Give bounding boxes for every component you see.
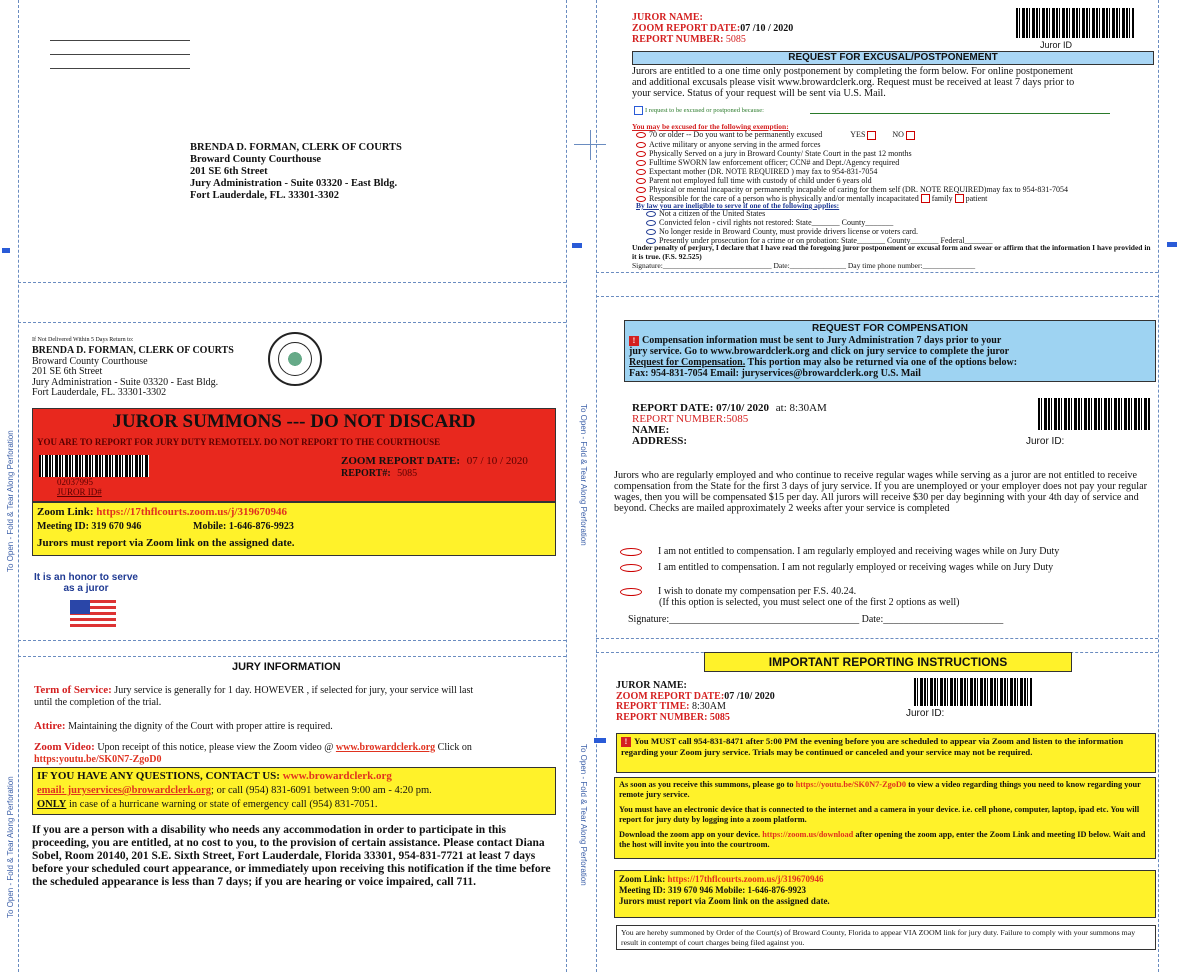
zoom-video-text: Upon receipt of this notice, please view the Zoom video @ <box>94 742 336 753</box>
request-checkbox[interactable] <box>634 106 643 115</box>
option-oval[interactable] <box>636 187 646 193</box>
honor-line1: It is an honor to serve <box>34 572 138 583</box>
return-line5: Fort Lauderdale, FL. 33301-3302 <box>32 387 167 398</box>
warning-icon: ! <box>621 737 631 747</box>
exemption-1: 70 or older -- Do you want to be permanently excused <box>649 130 823 139</box>
zoom-link-row <box>37 506 287 518</box>
option-oval[interactable] <box>636 169 646 175</box>
option-oval[interactable] <box>620 548 642 556</box>
ada-notice: If you are a person with a disability who needs any accommodation in order to participate in this proceeding, you are entitled, at no cost to you, to the provision of certain assistance. Please contact Diana Sobel, Room 20140, 201 S.E. Sixth Street, Fort Lauderdale, Florida 33301, 954-831-7721 at least 7 days before your scheduled court appearance, or immediately upon receiving this notification if the time before the scheduled appearance is less than 7 days; if you are hearing or voice impaired, call 711. <box>32 824 551 888</box>
exemption-7: Physical or mental incapacity or permanently incapable of caring for them self (DR. NOTE REQUIRED)may fax to 954-831-7054 <box>649 184 1068 194</box>
attire-text: Maintaining the dignity of the Court with proper attire is required. <box>65 721 333 732</box>
term-text: Jury service is generally for 1 day. HOWEVER , if selected for jury, your service will last <box>111 685 474 696</box>
comp-line1: Compensation information must be sent to Jury Administration 7 days prior to your <box>642 335 1002 346</box>
comp-signature-line[interactable]: Signature:______________________________________ Date:________________________ <box>628 614 1004 625</box>
perforation-h3 <box>18 640 566 641</box>
family-checkbox[interactable] <box>921 194 930 203</box>
excusal-title: REQUEST FOR EXCUSAL/POSTPONEMENT <box>632 51 1154 65</box>
comp-at: at: 8:30AM <box>775 402 827 414</box>
attire <box>34 720 333 732</box>
excusal-header <box>632 12 793 45</box>
juror-id-label: JUROR ID# <box>57 487 102 497</box>
edge-mark <box>2 248 10 253</box>
option-oval[interactable] <box>620 564 642 572</box>
ineligible-3: No longer reside in Broward County, must provide drivers license or voters card. <box>659 227 918 236</box>
download-row <box>619 830 1151 850</box>
comp-report-label: REPORT NUMBER: <box>632 413 727 425</box>
perforation-h6 <box>596 296 1158 297</box>
perjury-statement: Under penalty of perjury, I declare that I have read the foregoing juror postponement or excusal form and swear or affirm that the information I have provided in it is true. (F.S. 92.525) <box>632 243 1151 261</box>
address-line <box>50 68 190 69</box>
perforation-h4 <box>18 656 566 657</box>
comp-option-3 <box>620 586 960 608</box>
warning-icon: ! <box>629 336 639 346</box>
soon-link[interactable]: https://youtu.be/SK0N7-ZgoD0 <box>795 780 907 789</box>
download-text2: after opening the zoom app, enter the Zoom Link and meeting ID below. Wait and the host will invite you into the courtroom. <box>619 830 1146 849</box>
perforation-label: To Open - Fold & Tear Along Perforation <box>6 776 15 918</box>
questions-call: ; or call (954) 831-6091 between 9:00 am - 4:20 pm. <box>211 785 432 796</box>
compensation-title: REQUEST FOR COMPENSATION <box>812 323 968 334</box>
return-line2: Broward County Courthouse <box>32 355 148 367</box>
request-line <box>632 106 764 115</box>
family-label: family <box>931 193 953 203</box>
excusal-zoom-date: 07 /10 / 2020 <box>740 23 794 34</box>
instr-juror-name: JUROR NAME: <box>616 680 687 691</box>
address-line4: Jury Administration - Suite 03320 - East Bldg. <box>190 178 398 189</box>
return-line4: Jury Administration - Suite 03320 - East Bldg. <box>32 376 219 388</box>
ineligible-list <box>646 209 1156 245</box>
youtube-link[interactable]: https:youtu.be/SK0N7-ZgoD0 <box>34 754 162 765</box>
juror-summons-box <box>32 408 556 502</box>
questions-line2 <box>37 785 432 796</box>
must-call-text: You MUST call 954-831-8471 after 5:00 PM the evening before you are scheduled to appear via Zoom and listen to the information regarding your Zoom jury service. Trials may be continued or canceled and your service may not be required. <box>621 736 1124 757</box>
footer-notice: You are hereby summoned by Order of the Court(s) of Broward County, Florida to appear VIA ZOOM link for jury duty. Failure to comply with your summons may result in contempt of court charges being filed against you. <box>616 925 1156 950</box>
comp-opt3-text: I wish to donate my compensation per F.S. 40.24. <box>658 586 857 597</box>
questions-site-link[interactable]: www.browardclerk.org <box>282 770 392 782</box>
summons-title: JUROR SUMMONS --- DO NOT DISCARD <box>112 411 476 432</box>
compensation-paragraph: Jurors who are regularly employed and who continue to receive regular wages while serving as a juror are not entitled to receive compensation from the State for the first 3 days of jury service. If you are unemployed or your employer does not pay your regular wages, then you will be compensated $15 per day. All jurors will receive $30 per day beginning with your 4th day of service and beyond. Checks are mailed approximately 2 weeks after your service is completed <box>614 470 1147 514</box>
crop-mark <box>590 130 591 160</box>
ineligible-title: By law you are ineligible to serve if one of the following applies: <box>636 201 840 210</box>
perforation-line-center-left <box>566 0 567 972</box>
comp-address-label: ADDRESS: <box>632 435 688 447</box>
edge-mark <box>572 243 582 248</box>
instr-report-label: REPORT NUMBER: <box>616 711 708 723</box>
meeting-id: Meeting ID: 319 670 946 <box>37 521 142 532</box>
comp-date-label: REPORT DATE: <box>632 402 714 414</box>
instr-juror-id: Juror ID: <box>906 708 945 719</box>
compensation-box <box>624 320 1156 382</box>
questions-line3 <box>37 799 378 810</box>
no-checkbox[interactable] <box>906 131 915 140</box>
comp-name-label: NAME: <box>632 424 670 436</box>
patient-checkbox[interactable] <box>955 194 964 203</box>
instr-zoom-link[interactable]: https://17thflcourts.zoom.us/j/319670946 <box>667 874 824 884</box>
option-oval[interactable] <box>636 178 646 184</box>
perforation-label: To Open - Fold & Tear Along Perforation <box>579 404 588 546</box>
return-name: BRENDA D. FORMAN, CLERK OF COURTS <box>32 345 234 356</box>
questions-line1 <box>37 770 392 782</box>
option-oval[interactable] <box>620 588 642 596</box>
excusal-p2: and additional excusals please visit www.browardclerk.org. Request must be received at least 7 days prior to <box>632 77 1075 88</box>
questions-label: IF YOU HAVE ANY QUESTIONS, CONTACT US: <box>37 770 283 782</box>
report-label: REPORT#: <box>341 468 391 479</box>
report-value: 5085 <box>397 468 418 479</box>
jury-info-title: JURY INFORMATION <box>232 661 341 673</box>
summons-report-number <box>341 468 417 479</box>
zoom-link-box <box>614 870 1156 918</box>
browardclerk-link[interactable]: www.browardclerk.org <box>335 742 436 753</box>
comp-report-info <box>632 403 827 447</box>
excusal-signature-line[interactable]: Signature:_____________________________ Date:_______________ Day time phone number:______________ <box>632 261 976 270</box>
instr-zoom-link-row <box>619 874 1151 885</box>
exemption-5: Expectant mother (DR. NOTE REQUIRED ) may fax to 954-831-7054 <box>649 166 878 176</box>
comp-opt3-note: (If this option is selected, you must select one of the first 2 options as well) <box>659 597 960 608</box>
zoom-link-label: Zoom Link: <box>37 506 94 518</box>
term-text2: until the completion of the trial. <box>34 697 162 708</box>
zoom-link[interactable]: https://17thflcourts.zoom.us/j/319670946 <box>96 506 287 518</box>
return-address <box>32 346 234 399</box>
comp-line3b: This portion may also be returned via one of the options below: <box>745 357 1018 368</box>
comp-juror-id: Juror ID: <box>1026 436 1065 447</box>
edge-mark <box>1167 242 1177 247</box>
court-seal-logo <box>268 332 322 386</box>
excusal-juror-id: Juror ID <box>1040 40 1073 50</box>
perforation-label: To Open - Fold & Tear Along Perforation <box>6 430 15 572</box>
patient-label: patient <box>965 193 988 203</box>
honor-line2: as a juror <box>63 583 109 594</box>
instr-link-label: Zoom Link: <box>619 874 668 884</box>
questions-box <box>32 767 556 815</box>
mailing-address <box>190 142 402 202</box>
questions-email-link[interactable]: email: juryservices@browardclerk.org <box>37 785 212 796</box>
comp-barcode <box>1038 398 1150 430</box>
request-text: I request to be excused or postponed because: <box>645 106 764 114</box>
instr-must: Jurors must report via Zoom link on the assigned date. <box>619 896 830 906</box>
excusal-barcode <box>1016 8 1134 38</box>
instructions-header <box>616 681 775 723</box>
comp-opt2-text: I am entitled to compensation. I am not regularly employed or receiving wages while on Jury Duty <box>658 562 1054 573</box>
honor-text <box>30 572 142 594</box>
no-label: NO <box>892 130 904 139</box>
download-text: Download the zoom app on your device. <box>619 830 763 839</box>
yes-checkbox[interactable] <box>867 131 876 140</box>
perforation-line-left <box>18 0 19 972</box>
address-line2: Broward County Courthouse <box>190 154 322 165</box>
exemption-4: Fulltime SWORN law enforcement officer; CCN# and Dept./Agency required <box>649 157 900 167</box>
exemption-title: You may be excused for the following exemption: <box>632 122 789 131</box>
zoom-date-value: 07 / 10 / 2020 <box>466 455 528 467</box>
zoom-must-report: Jurors must report via Zoom link on the assigned date. <box>37 537 295 549</box>
perforation-label: To Open - Fold & Tear Along Perforation <box>579 744 588 886</box>
perforation-h5 <box>596 272 1158 273</box>
address-line <box>50 54 190 55</box>
comp-line2: jury service. Go to www.browardclerk.org and click on jury service to complete the juror <box>629 346 1010 357</box>
excusal-report-label: REPORT NUMBER: <box>632 34 726 45</box>
excusal-p3: your service. Status of your request will be sent via U.S. Mail. <box>632 88 886 99</box>
mobile-number: Mobile: 1-646-876-9923 <box>193 521 294 532</box>
soon-row <box>619 780 1151 800</box>
exemption-2: Active military or anyone serving in the armed forces <box>649 139 821 149</box>
exemption-8: Responsible for the care of a person who is physically and/or mentally incapacitated <box>649 193 919 203</box>
instr-barcode <box>914 678 1032 706</box>
comp-date: 07/10/ 2020 <box>716 402 770 414</box>
address-line <box>50 40 190 41</box>
excusal-intro <box>632 66 1162 99</box>
instr-time: 8:30AM <box>691 701 726 712</box>
return-note: If Not Delivered Within 5 Days Return to: <box>32 337 134 343</box>
address-line3: 201 SE 6th Street <box>190 166 268 177</box>
zoom-date-label: ZOOM REPORT DATE: <box>341 455 460 467</box>
exemption-6: Parent not employed full time with custody of child under 6 years old <box>649 175 872 185</box>
attire-label: Attire: <box>34 720 66 732</box>
perforation-h7 <box>596 638 1158 639</box>
ineligible-2: Convicted felon - civil rights not restored: State_______ County_______ <box>659 218 894 227</box>
comp-option-1 <box>620 546 1059 557</box>
questions-only: ONLY <box>37 799 67 810</box>
option-oval[interactable] <box>646 220 656 226</box>
excusal-p1: Jurors are entitled to a one time only postponement by completing the form below. For online postponement <box>632 66 1073 77</box>
option-oval[interactable] <box>636 142 646 148</box>
option-oval[interactable] <box>636 160 646 166</box>
download-link[interactable]: https://zoom.us/download <box>762 830 854 839</box>
comp-option-2 <box>620 562 1053 573</box>
comp-line4: Fax: 954-831-7054 Email: juryservices@browardclerk.org U.S. Mail <box>629 368 921 379</box>
soon-text: As soon as you receive this summons, please go to <box>619 780 796 789</box>
term-of-service <box>34 684 564 709</box>
device-row: You must have an electronic device that is connected to the internet and a camera in your device. i.e. cell phone, computer, laptop, ipad etc. You will report for jury duty by logging into a zoom platform. <box>619 805 1140 824</box>
exemption-3: Physically Served on a jury in Broward County/ State Court in the past 12 months <box>649 148 912 158</box>
instr-zoom-label: ZOOM REPORT DATE: <box>616 690 725 702</box>
excusal-zoom-label: ZOOM REPORT DATE: <box>632 23 741 34</box>
perforation-line-center-right <box>596 0 597 972</box>
compensation-text <box>629 335 1153 379</box>
instr-zoom-date: 07 /10/ 2020 <box>724 690 775 702</box>
address-name: BRENDA D. FORMAN, CLERK OF COURTS <box>190 142 402 153</box>
instructions-title: IMPORTANT REPORTING INSTRUCTIONS <box>704 652 1072 672</box>
address-line5: Fort Lauderdale, FL. 33301-3302 <box>190 190 340 201</box>
zoom-video-text2: Click on <box>435 742 472 753</box>
comp-opt1-text: I am not entitled to compensation. I am regularly employed and receiving wages while on Jury Duty <box>658 546 1060 557</box>
option-oval[interactable] <box>636 132 646 138</box>
questions-hurricane: in case of a hurricane warning or state of emergency call (954) 831-7051. <box>66 799 378 810</box>
edge-mark <box>594 738 606 743</box>
ineligible-4: Presently under prosecution for a crime or on probation: State_______ County_______ Federal_______ <box>659 236 993 245</box>
excusal-juror-name: JUROR NAME: <box>632 12 703 23</box>
option-oval[interactable] <box>646 229 656 235</box>
ineligible-1: Not a citizen of the United States <box>659 209 766 218</box>
exemption-list <box>636 130 1156 203</box>
perforation-h2 <box>18 322 566 323</box>
term-label: Term of Service: <box>34 684 112 696</box>
juror-id-number: 02037995 <box>57 477 93 487</box>
comp-line3: Request for Compensation. <box>629 357 746 368</box>
comp-report-no: 5085 <box>726 413 749 425</box>
zoom-info-box <box>32 502 556 556</box>
zoom-instructions-box <box>614 777 1156 859</box>
excusal-report-no: 5085 <box>725 34 746 45</box>
summons-subtitle: YOU ARE TO REPORT FOR JURY DUTY REMOTELY. DO NOT REPORT TO THE COURTHOUSE <box>37 437 441 447</box>
us-flag-icon <box>70 600 116 628</box>
perforation-h1 <box>18 282 566 283</box>
instr-report-no: 5085 <box>709 711 730 723</box>
zoom-video-label: Zoom Video: <box>34 741 95 753</box>
option-oval[interactable] <box>636 151 646 157</box>
instr-time-label: REPORT TIME: <box>616 701 690 712</box>
zoom-report-date <box>341 455 528 467</box>
juror-barcode <box>39 455 149 477</box>
instr-meeting: Meeting ID: 319 670 946 Mobile: 1-646-876-9923 <box>619 885 806 895</box>
yes-label: YES <box>850 130 866 139</box>
request-underline <box>810 113 1110 114</box>
soon-text2: to view a video regarding things you need to know regarding your remote jury service. <box>619 780 1141 799</box>
return-line3: 201 SE 6th Street <box>32 366 103 377</box>
must-call-box <box>616 733 1156 773</box>
option-oval[interactable] <box>646 211 656 217</box>
zoom-video <box>34 741 564 766</box>
